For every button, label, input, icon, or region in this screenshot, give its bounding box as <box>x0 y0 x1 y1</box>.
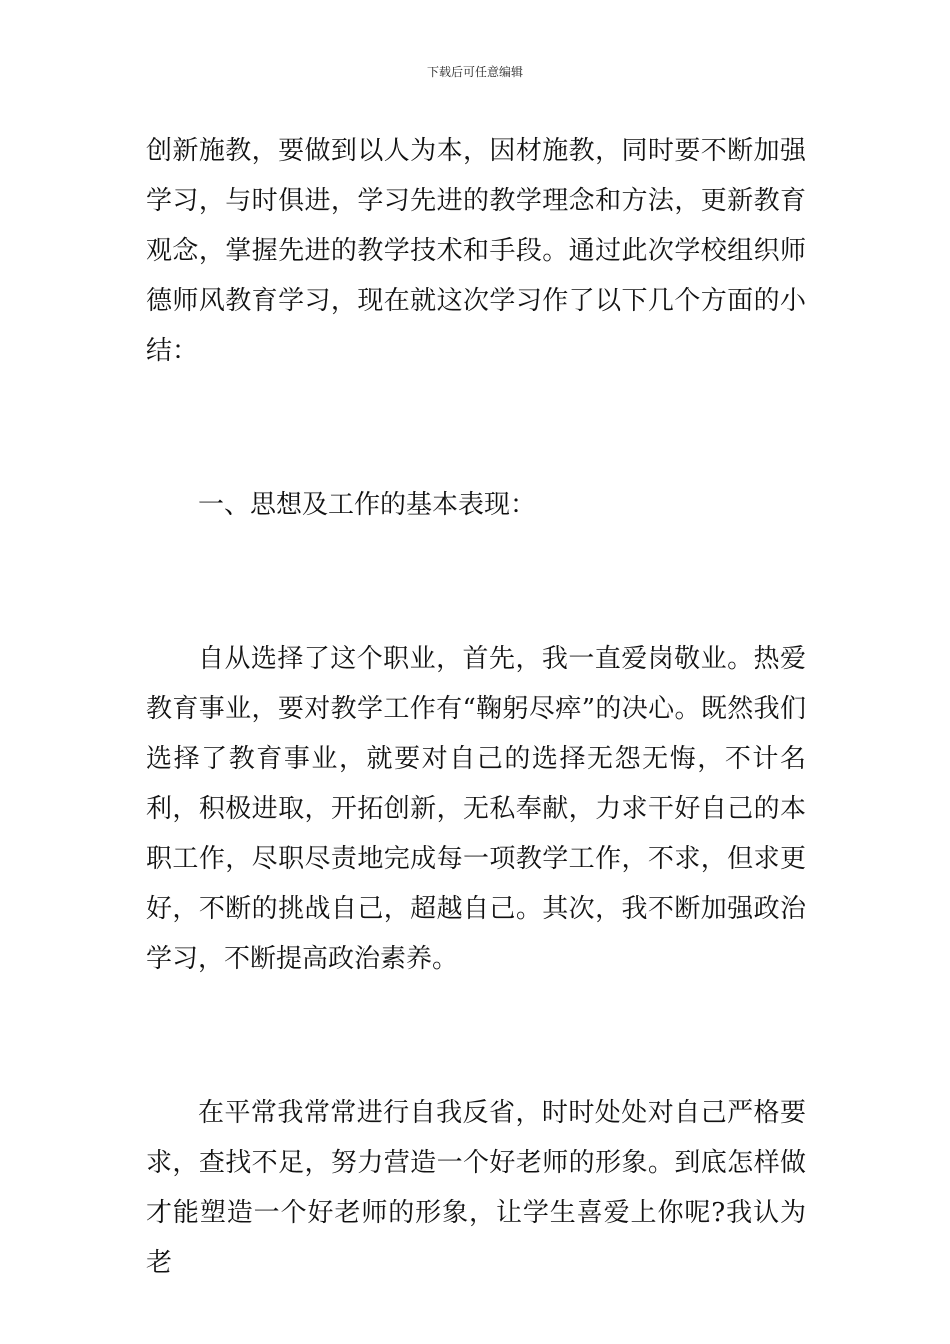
paragraph-work-attitude: 自从选择了这个职业，首先，我一直爱岗敬业。热爱教育事业，要对教学工作有“鞠躬尽瘁”的决心。既然我们选择了教育事业，就要对自己的选择无怨无悔，不计名利，积极进取，开拓创新，无私奉献，力求干好自己的本职工作，尽职尽责地完成每一项教学工作，不求，但求更好，不断的挑战自己，超越自己。其次，我不断加强政治学习，不断提高政治素养。 <box>146 644 806 974</box>
document-body <box>146 126 806 1288</box>
paragraph-gap <box>146 530 806 634</box>
paragraph-gap <box>146 376 806 480</box>
paragraph-self-reflection: 在平常我常常进行自我反省，时时处处对自己严格要求，查找不足，努力营造一个好老师的形象。到底怎样做才能塑造一个好老师的形象，让学生喜爱上你呢?我认为老 <box>146 1098 806 1278</box>
section-heading: 一、思想及工作的基本表现： <box>198 490 537 520</box>
page-header-note: 下载后可任意编辑 <box>426 65 523 79</box>
paragraph-gap <box>146 984 806 1088</box>
paragraph-intro: 创新施教，要做到以人为本，因材施教，同时要不断加强学习，与时俱进，学习先进的教学理念和方法，更新教育观念，掌握先进的教学技术和手段。通过此次学校组织师德师风教育学习，现在就这次学习作了以下几个方面的小结： <box>146 136 806 366</box>
